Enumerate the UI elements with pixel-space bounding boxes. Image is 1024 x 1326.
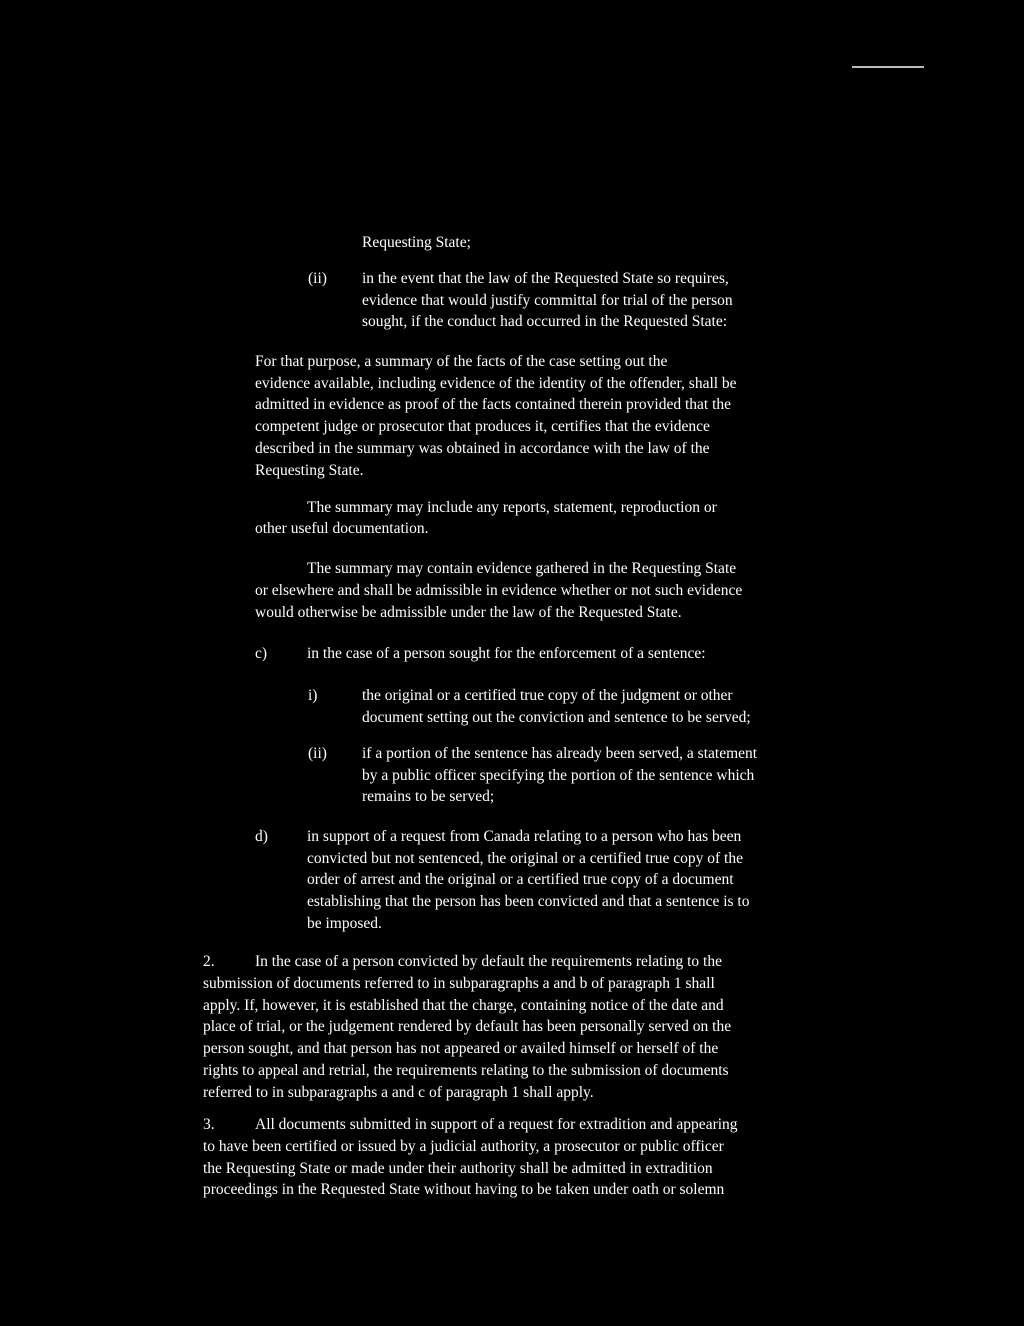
text-line: apply. If, however, it is established that the charge, containing notice of the date and bbox=[203, 996, 724, 1014]
item-c-i-text bbox=[362, 685, 751, 728]
scan-mark bbox=[852, 66, 924, 68]
text-line: if a portion of the sentence has already been served, a statement bbox=[362, 745, 758, 762]
item-ii-marker: (ii) bbox=[308, 270, 327, 287]
text-line: place of trial, or the judgement rendered by default has been personally served on the bbox=[203, 1018, 732, 1036]
paragraph-3-line-1: All documents submitted in support of a request for extradition and appearing bbox=[255, 1116, 738, 1133]
text-line: in support of a request from Canada relating to a person who has been bbox=[307, 828, 742, 845]
text-line: competent judge or prosecutor that produces it, certifies that the evidence bbox=[255, 418, 710, 436]
text-line: admitted in evidence as proof of the facts contained therein provided that the bbox=[255, 396, 732, 414]
text-line: submission of documents referred to in subparagraphs a and b of paragraph 1 shall bbox=[203, 975, 715, 992]
text-line: the Requesting State or made under their authority shall be admitted in extradition bbox=[203, 1159, 713, 1177]
item-d-text bbox=[307, 826, 749, 935]
paragraph-3-number: 3. bbox=[203, 1116, 215, 1133]
item-d-marker: d) bbox=[255, 828, 268, 845]
text-line: order of arrest and the original or a certified true copy of a document bbox=[307, 871, 734, 889]
text-line: in the event that the law of the Requested State so requires, bbox=[362, 270, 729, 287]
item-ii-text bbox=[362, 268, 733, 333]
text-line: evidence available, including evidence of the identity of the offender, shall be bbox=[255, 374, 737, 392]
text-line: rights to appeal and retrial, the requirements relating to the submission of documents bbox=[203, 1061, 729, 1079]
purpose-paragraph bbox=[255, 351, 737, 481]
text-line: person sought, and that person has not appeared or availed himself or herself of the bbox=[203, 1040, 719, 1058]
text-line: Requesting State. bbox=[255, 461, 364, 479]
summary-contain-line-1: The summary may contain evidence gathered in the Requesting State bbox=[307, 560, 737, 577]
text-line: by a public officer specifying the portion of the sentence which bbox=[362, 766, 755, 784]
text-line: proceedings in the Requested State without having to be taken under oath or solemn bbox=[203, 1181, 725, 1199]
paragraph-2-line-1: In the case of a person convicted by default the requirements relating to the bbox=[255, 953, 722, 970]
paragraph-2-number: 2. bbox=[203, 953, 215, 970]
item-c-ii-text bbox=[362, 743, 757, 808]
summary-include-line-2: other useful documentation. bbox=[255, 520, 429, 537]
item-c-ii-marker: (ii) bbox=[308, 745, 327, 762]
text-line: document setting out the conviction and sentence to be served; bbox=[362, 708, 751, 726]
text-line: described in the summary was obtained in accordance with the law of the bbox=[255, 439, 710, 457]
paragraph-2-rest bbox=[203, 973, 731, 1103]
continued-line: Requesting State; bbox=[362, 234, 471, 251]
text-line: would otherwise be admissible under the law of the Requested State. bbox=[255, 603, 682, 621]
text-line: referred to in subparagraphs a and c of paragraph 1 shall apply. bbox=[203, 1083, 594, 1101]
item-c-i-marker: i) bbox=[308, 687, 318, 704]
text-line: the original or a certified true copy of the judgment or other bbox=[362, 687, 733, 704]
summary-include-line-1: The summary may include any reports, statement, reproduction or bbox=[307, 499, 717, 516]
text-line: sought, if the conduct had occurred in the Requested State: bbox=[362, 313, 728, 331]
text-line: to have been certified or issued by a judicial authority, a prosecutor or public officer bbox=[203, 1138, 724, 1155]
text-line: remains to be served; bbox=[362, 788, 495, 806]
item-c-text: in the case of a person sought for the enforcement of a sentence: bbox=[307, 645, 706, 662]
text-line: convicted but not sentenced, the original or a certified true copy of the bbox=[307, 849, 743, 867]
item-c-marker: c) bbox=[255, 645, 268, 662]
text-line: evidence that would justify committal for trial of the person bbox=[362, 291, 733, 309]
summary-contain-rest bbox=[255, 580, 742, 623]
text-line: For that purpose, a summary of the facts of the case setting out the bbox=[255, 353, 668, 370]
paragraph-3-rest bbox=[203, 1136, 724, 1201]
text-line: be imposed. bbox=[307, 914, 382, 932]
text-line: establishing that the person has been convicted and that a sentence is to bbox=[307, 893, 750, 911]
text-line: or elsewhere and shall be admissible in evidence whether or not such evidence bbox=[255, 582, 743, 599]
